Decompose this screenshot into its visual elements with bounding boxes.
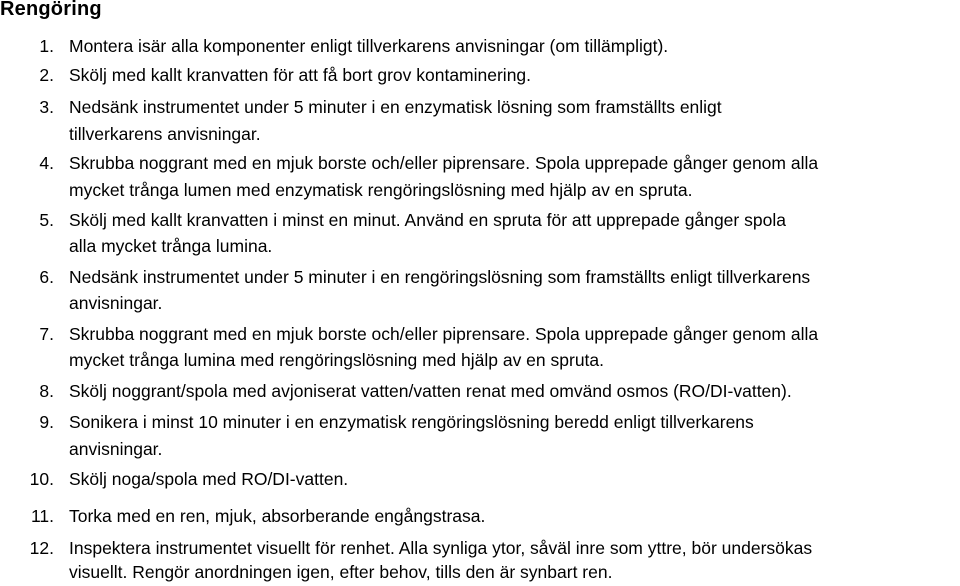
step-number: 10. <box>29 469 54 489</box>
step-text: alla mycket trånga lumina. <box>69 236 273 256</box>
step-text: Skölj noga/spola med RO/DI-vatten. <box>69 469 349 489</box>
step-text: Inspektera instrumentet visuellt för renhet. Alla synliga ytor, såväl inre som yttre, bör undersökas <box>69 538 813 558</box>
step-number: 2. <box>39 65 54 85</box>
step-text: anvisningar. <box>69 293 163 313</box>
step-text: Skölj med kallt kranvatten i minst en minut. Använd en spruta för att upprepade gånger spola <box>69 210 786 230</box>
step-number: 8. <box>39 381 54 401</box>
step-number: 12. <box>29 538 54 558</box>
step-number: 4. <box>39 153 54 173</box>
step-text: Skrubba noggrant med en mjuk borste och/eller piprensare. Spola upprepade gånger genom alla <box>69 324 819 344</box>
step-text: mycket trånga lumina med rengöringslösning med hjälp av en spruta. <box>69 350 605 370</box>
step-number: 3. <box>39 97 54 117</box>
step-text: Skölj noggrant/spola med avjoniserat vatten/vatten renat med omvänd osmos (RO/DI-vatten). <box>69 381 792 401</box>
step-number: 1. <box>39 36 54 56</box>
step-text: Skrubba noggrant med en mjuk borste och/eller piprensare. Spola upprepade gånger genom alla <box>69 153 819 173</box>
step-text: Nedsänk instrumentet under 5 minuter i en enzymatisk lösning som framställts enligt <box>69 97 722 117</box>
step-text: tillverkarens anvisningar. <box>69 124 261 144</box>
step-text: Torka med en ren, mjuk, absorberande engångstrasa. <box>69 506 486 526</box>
step-text: Nedsänk instrumentet under 5 minuter i en rengöringslösning som framställts enligt tillverkarens <box>69 267 811 287</box>
step-number: 5. <box>39 210 54 230</box>
step-text: Skölj med kallt kranvatten för att få bort grov kontaminering. <box>69 65 532 85</box>
step-text: anvisningar. <box>69 439 163 459</box>
step-text: visuellt. Rengör anordningen igen, efter behov, tills den är synbart ren. <box>69 562 613 582</box>
step-number: 7. <box>39 324 54 344</box>
page-title: Rengöring <box>0 0 102 20</box>
step-text: Montera isär alla komponenter enligt tillverkarens anvisningar (om tillämpligt). <box>69 36 669 56</box>
step-text: Sonikera i minst 10 minuter i en enzymatisk rengöringslösning beredd enligt tillverkarens <box>69 412 754 432</box>
step-number: 9. <box>39 412 54 432</box>
step-number: 6. <box>39 267 54 287</box>
step-number: 11. <box>30 506 54 526</box>
step-text: mycket trånga lumen med enzymatisk rengöringslösning med hjälp av en spruta. <box>69 180 693 200</box>
